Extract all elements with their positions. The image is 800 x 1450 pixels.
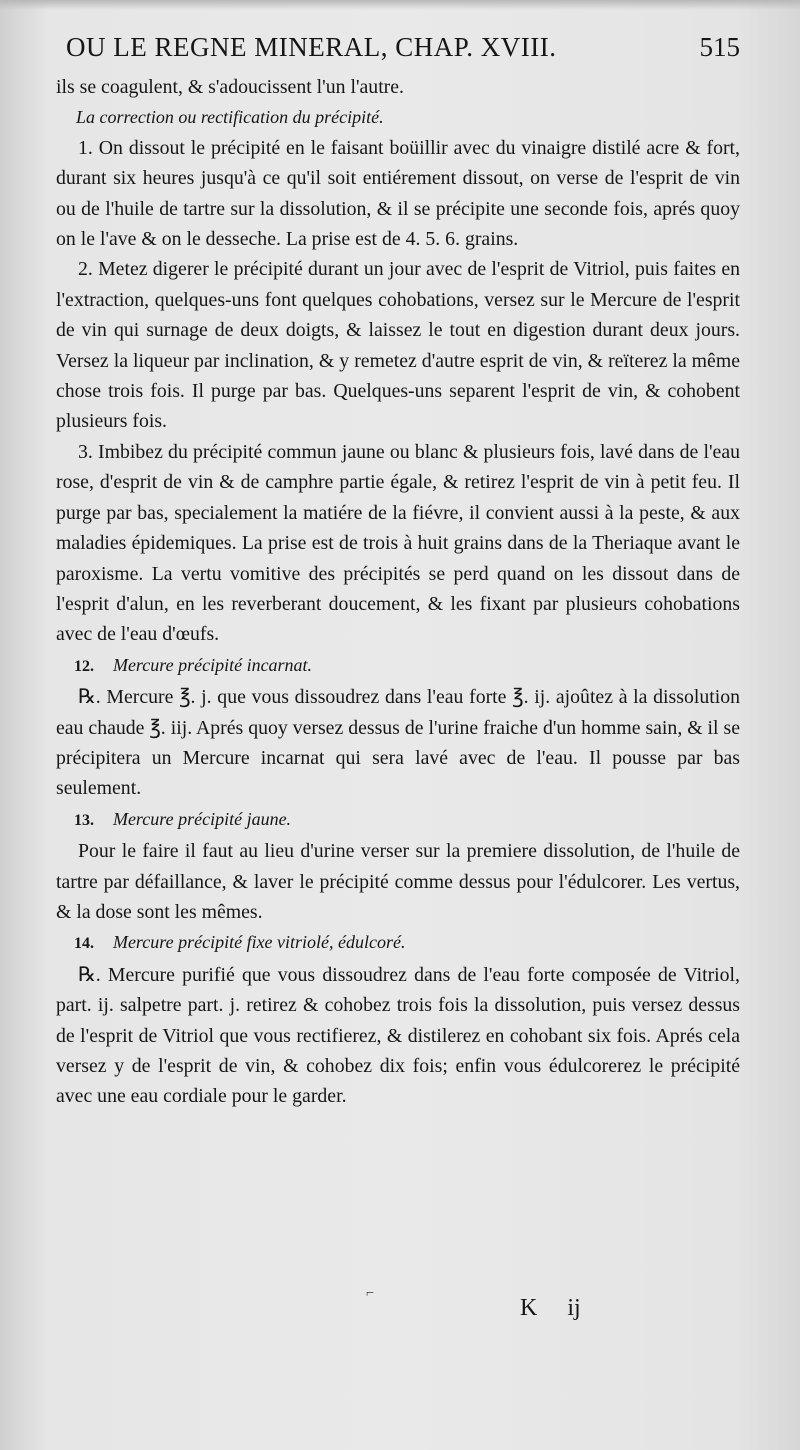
page-number: 515 bbox=[699, 32, 740, 62]
section-14-title bbox=[74, 927, 740, 959]
page-body bbox=[56, 72, 740, 1112]
section-13-text: Pour le faire il faut au lieu d'urine verser sur la premiere dissolution, de l'huile de tartre par défaillance, & laver le précipité comme dessus pour l'édulcorer. Les vertus, & la dose sont les mêmes. bbox=[56, 840, 740, 923]
section-12-heading: Mercure précipité incarnat. bbox=[112, 654, 313, 675]
signature-number: ij bbox=[567, 1295, 581, 1321]
ornament-mark: ⌐ bbox=[366, 1286, 374, 1301]
subhead: La correction ou rectification du précipité. bbox=[76, 107, 384, 128]
section-12-number: 12. bbox=[74, 657, 94, 675]
section-12-text: ℞. Mercure ℥. j. que vous dissoudrez dans l'eau forte ℥. ij. ajoûtez à la dissolution eau chaude ℥. iij. Aprés quoy versez dessus de l'urine fraiche d'un homme sain, & il se précipitera un Mercure incarnat qui sera lavé avec de l'eau. Il pousse par bas seulement. bbox=[56, 686, 740, 800]
section-14-text: ℞. Mercure purifié que vous dissoudrez dans de l'eau forte composée de Vitriol, part. ij. salpetre part. j. retirez & cohobez trois fois la dissolution, puis versez dessus de l'esprit de Vitriol que vous rectifierez, & distilerez en cohobant six fois. Aprés cela versez y de l'esprit de vin, & cohobez dix fois; enfin vous édulcorerez le précipité avec une eau cordiale pour le garder. bbox=[56, 963, 740, 1108]
paragraph-1: 1. On dissout le précipité en le faisant boüillir avec du vinaigre distilé acre & fort, durant six heures jusqu'à ce qu'il soit entiérement dissout, on verse de l'esprit de vin ou de l'huile de tartre sur la dissolution, & il se précipite une seconde fois, aprés quoy on le l'ave & on le desseche. La prise est de 4. 5. 6. grains. bbox=[56, 136, 740, 251]
section-14-heading: Mercure précipité fixe vitriolé, édulcoré. bbox=[112, 932, 406, 953]
opening-line: ils se coagulent, & s'adoucissent l'un l'autre. bbox=[56, 76, 404, 98]
page-header bbox=[66, 32, 740, 72]
section-13-heading: Mercure précipité jaune. bbox=[112, 808, 292, 829]
signature-mark: K bbox=[520, 1295, 538, 1321]
page-top-shadow bbox=[0, 0, 800, 10]
running-head: OU LE REGNE MINERAL, CHAP. XVIII. bbox=[66, 32, 557, 62]
section-12-title bbox=[74, 650, 740, 682]
section-14-number: 14. bbox=[74, 935, 94, 953]
paragraph-3: 3. Imbibez du précipité commun jaune ou blanc & plusieurs fois, lavé dans de l'eau rose, d'esprit de vin & de camphre partie égale, & retirez l'esprit de vin à petit feu. Il purge par bas, specialement la matiére de la fiévre, il convient aussi à la peste, & aux maladies épidemiques. La prise est de trois à huit grains dans de la Theriaque avant le paroxisme. La vertu vomitive des précipités se perd quand on les dissout dans de l'esprit d'alun, en les reverberant doucement, & les fixant par plusieurs cohobations avec de l'eau d'œufs. bbox=[56, 440, 740, 646]
section-13-title bbox=[74, 804, 740, 836]
paragraph-2: 2. Metez digerer le précipité durant un jour avec de l'esprit de Vitriol, puis faites en l'extraction, quelques-uns font quelques cohobations, versez sur le Mercure de l'esprit de vin qui surnage de deux doigts, & laissez le tout en digestion durant deux jours. Versez la liqueur par inclination, & y remetez d'autre esprit de vin, & reïterez la même chose trois fois. Il purge par bas. Quelques-uns separent l'esprit de vin, & cohobent plusieurs fois. bbox=[56, 258, 740, 433]
section-13-number: 13. bbox=[74, 811, 94, 829]
page-footer bbox=[520, 1295, 581, 1322]
